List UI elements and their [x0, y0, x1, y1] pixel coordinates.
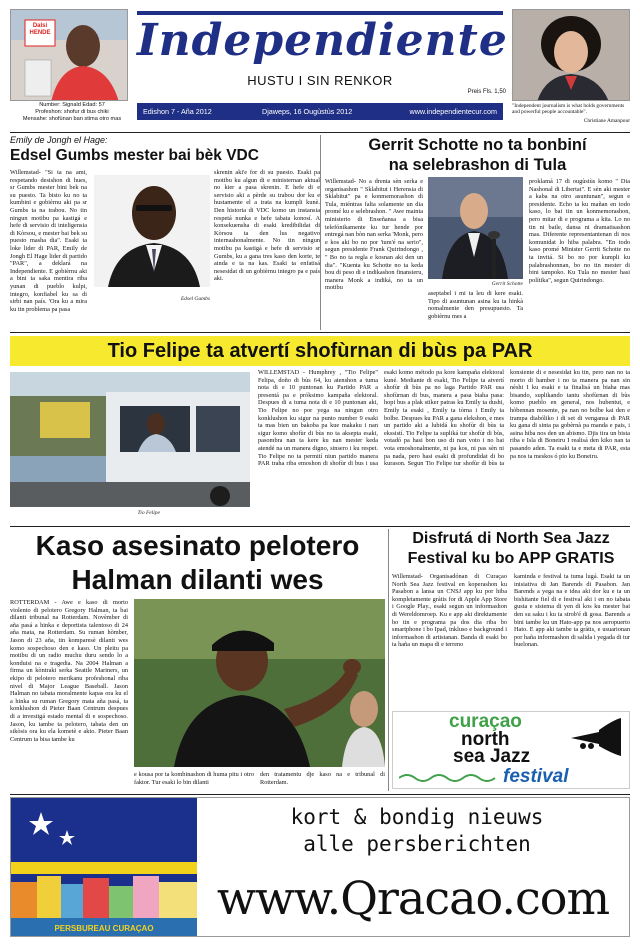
amanpour-photo — [512, 9, 630, 101]
article1-kicker: Emily de Jongh el Hage: — [10, 135, 108, 145]
article-tio-felipe — [10, 369, 630, 524]
driver-info — [12, 102, 132, 123]
ad-line1: kort & bondig nieuws — [290, 805, 544, 829]
divider-mid1 — [10, 332, 630, 333]
tio-felipe-bus-image — [10, 372, 250, 507]
article4-col3-bottom: den tratamentu dje kaso na e tribunal di Rotterdam. — [260, 771, 385, 786]
driver-profession: Profeshon: shofur di bus chiki — [35, 109, 109, 115]
jazz-logo-line4: festival — [503, 766, 569, 787]
article4-headline-line1: Kaso asesinato pelotero — [35, 530, 360, 561]
article2-headline-line1: Gerrit Schotte no ta bonbiní — [368, 136, 587, 154]
persbureau-label: PERSBUREAU CURAÇAO — [54, 924, 154, 933]
driver-message: Mensahe: shofùnan ban stima otro mas — [22, 116, 122, 122]
masthead-title: Independiente — [137, 15, 508, 66]
gerrit-schotte-portrait-image — [428, 177, 523, 279]
article4-col1: ROTTERDAM - Awe e kaso di morto violento di pelotero Gregory Halman, ta bai dilanti tribunal na Rotterdam. Novèmber di aña pasá a hinka e deportista talentoso di 24 aña mata, na Rotterdam. Su ruman hòmber, Jason di 23 aña, tin komparesè dilanti wes komo sospechoso den e kaso. Un pleitu pa motibu di un radio muchu duru sendo lo a konduisi na e tragedia. Na 2004 Halman a firma un kòntraki serka Seattle Mariners, un ekipo di pelotero merikanu profeshonal riba nivel di Major League Baseball. Jason Halman no tabata moralmente kapas ora ku el a hinka su ruman Gregory mata aña pasá, ta konklushon di Pieter Baan Centrum despues di a investigá estado mental di e sospechoso. Jason, ku tambe ta pelotero, tabata den un sikòsis ora ku ela kometè e akto. Pieter Baan Centrum ta bisa tambe ku — [10, 599, 128, 743]
trumpet-icon — [569, 716, 623, 758]
article1-col1: Willemstad- "Si ta na ami, respetando desishon di hues, sr Gumbs mester bini bek na su puesto. Ta bisto ku no ta kumbini e gobièrnu aki pa sr Gumbs ta na trabou. No tin ningun motibu pa kastigá e hefe di servisio di inteligensia di Kòrsou, e mester bai bek su puesto masha dia". Esaki ta loke lider di PAR, Emily de Jongh El Hage lider di partido "PAR", a deklará na Independiente. E gobièrnu aki a bini ta saka mentira riba yunan di pueblo kulpi, integro, konfiabel ku sa di sirbi nan país. 'Ora ku a mira ku tin problema pa pasa — [10, 169, 87, 313]
halman-photo — [134, 599, 385, 767]
article1-col2: skrenin aki'e for di su puesto. Esaki pa motibu ku algun di e ministernan aktual no kier a pasa skrenin. E hefe di e servisio aki a pèrde su trabou dor ku e hustamente el a trata na kumpli kunè. Den historia di VDC komo un instansia respetá nunka e hefe tabata konosí. A konsekuensha di esaki kredibilidat di Kòrsou ta den lus negativo internashonalmente. No tin ningun motibu pa kastigá e hefe di servisio sr Gumbs, ku a gana tres kaso den korte, te ainda e ta na kas. Esaki ta enfatisá nesesidat di un gobièrnu integro pa e país aki. — [214, 169, 320, 283]
article-north-sea-jazz — [392, 529, 630, 791]
jazz-logo-line3: sea Jazz — [453, 746, 531, 767]
article4-col2-bottom: e kousa por ta kombinashon di huma pitu i otro faktor. Tur esaki lo bin dilanti — [134, 771, 254, 786]
edsel-gumbs-portrait-image — [94, 175, 210, 287]
article5-headline-line2: Festival ku bo APP GRATIS — [407, 550, 615, 567]
article5-col1: Willemstad- Organisadónan di Curaçao North Sea Jazz festival en koperashon ku Pasabon a lansa un CNSJ app ku por hiba kompletamente grátis for di Apple App Store i Google Play., esaki segun un informashon di Wereldomroep. Ku e app aki direktamente bo tin e programa pa dos dia riba bo smartphone i bo Ipad, inkluso e background i informashon di artistanan. Banda di esaki bo ta haña un mapa di e terreno — [392, 573, 507, 649]
article2-col2-bottom: aseptabel i mi ta leu di kere esaki. Tipo di asuntunan asina ku ta hinkà nomalmente den presupuesto. Ta gobièrnu mes a — [428, 290, 523, 320]
driver-number: Number: Signald Edad: 57 — [39, 102, 105, 108]
article2-col3: proklamá 17 di ougùstùs komo " Dia Nashonal di Libertat". E sèn aki mester a kaba na otro asuntunan", segun e presidente. Echo ta ku mañan en todo kaso, lo bai tin un konmemorashon, pero mitar di e programa a kita. Lo no tin ni baile, dansa ni dramatisashon mas. Diferente representantenan di nos komunidat lo hiba palabra. "En todo kaso promé Minister Gerrit Schotte no ta invitá. Si bo no por kumpli ku palabrashonnan, bo no tin mester di bini tampoko. Ku Tula no mester hasi polítika", segun Quirindongo. — [529, 178, 630, 284]
quote-author: Christiane Amanpour — [583, 118, 630, 124]
driver-logo: Dalsi HENDE — [29, 23, 51, 36]
website-link[interactable]: www.independientecur.com — [409, 107, 497, 116]
divider-col-a — [320, 135, 321, 330]
ad-url[interactable]: www.Qracao.com — [216, 871, 610, 925]
article-halman — [10, 529, 385, 791]
edsel-gumbs-photo — [94, 175, 210, 287]
article3-caption: Tio Felipe — [137, 510, 160, 516]
masthead — [0, 0, 640, 130]
article4-headline-line2: Halman dilanti wes — [71, 564, 324, 595]
article3-headline-banner — [10, 336, 630, 366]
masthead-info-bar — [137, 103, 503, 120]
quote-text: "Independent journalism is what holds governments and powerful people accountable". — [512, 103, 625, 116]
article2-headline-line2: na selebrashon di Tula — [388, 156, 567, 174]
divider-col-b — [388, 529, 389, 791]
article5-headline-line1: Disfrutá di North Sea Jazz — [412, 530, 610, 547]
ad-line2: alle persberichten — [303, 832, 531, 856]
divider-bottom — [10, 794, 630, 795]
gerrit-schotte-photo — [428, 177, 523, 279]
jazz-wave-icon — [399, 772, 499, 784]
article1-headline: Edsel Gumbs mester bai bèk VDC — [10, 147, 259, 164]
qracao-ad[interactable] — [10, 797, 630, 937]
driver-photo — [10, 9, 128, 101]
divider-top — [10, 132, 630, 133]
article3-headline: Tio Felipe ta atvertí shofùrnan di bùs pa PAR — [107, 340, 533, 362]
article1-caption: Edsel Gumbs — [180, 296, 210, 302]
article5-col2: kaminda e festival ta tuma lugá. Esaki ta un inisiativa di Jan Barends di Pasabon. Jan Barends a yega na e idea aki dor ku e ta un bishitante fiel di e festival aki i en no tabata gusta e sistema di yen di kos ku mester bai den su saku i ku ta strob'é di gosa. Barends a bini tambe ku un Hato-app pa nos aeropuerto Hato. E app aki tambe ta grátis, e usuarionan por haña informashon di salida i yegada di tur buelonan. — [514, 573, 630, 649]
masthead-price: Preis Fls. 1,50 — [467, 89, 506, 95]
jazz-logo-line2: north — [461, 729, 510, 750]
article-edsel-gumbs — [10, 135, 320, 330]
masthead-tagline: HUSTU I SIN RENKOR — [247, 73, 393, 88]
amanpour-portrait-image — [513, 10, 630, 101]
edition-label: Edishon 7 - Aña 2012 — [143, 107, 212, 116]
article2-caption: Gerrit Schotte — [491, 281, 523, 287]
north-sea-jazz-logo — [392, 711, 630, 789]
halman-baseball-player-image — [134, 599, 385, 767]
jazz-logo-line1: curaçao — [449, 711, 522, 732]
divider-mid2 — [10, 526, 630, 527]
article3-text: WILLEMSTAD - Humphrey , "Tio Felipe" Felipa, doño di bùs 64, ku atenshon a tuma nota di e 10 puntonan ku Partido PAR a presentá pa e próksimo kampaña elektoral. Despues di a tuma nota di e 10 puntonan aki, Tio Felipe no por yega na ningun otro konklushon ku sigur na punto number 9 esaki ta mas bien un bakoba pa kue makaku i nan sigur komo shofùr di bùs no ta aksepta esaki, pasombra nan ta kere ku nan mester keda atendé na un manera digno, sinsero i ku respet. Tio Felipe no ta permití niun partido manera PAR traha riba emoshon di shofùr di bus i usa esaki komo método pa kore kampaña elektoral kuné. Mediante di esaki, Tio Felipe ta atvertí shofùr di bùs pa no laga Partido PAR usa shofùrnan di bus, manera a pasa biaha pasa: hopi bus a plak stiker patras ku Emily ta dushi, Emily ta esaki , Emily ta tòrna i Emily ta bolbe. Despues ku PAR a gana elekshon, e mes un partido aki a lubidá ku shofùr di bùs ta ekssistí. Tio Felipe ta supliká tur shofùr di bùs, votadó pa hasi bon uso di nan voto i no bai vota emoshonalmente, ni pa kos, ni pas sèn ni pa nada, pero hasi esaki di profundidat di bo kurason. Segun Tio Felipe tur shofùr di bùs ta konsiente di e nesesidat ku tin, pero nan no ta morto di hamber i no ta manera pa nan sin nèshi I ku esaki e ta finalisá un biaha mas bisando, suplikando tantu shofùrnan di bùs komo pueblo en general, nos hubentut, e hòbennan mosente, pa nan no bolbe kai den e trampa diabóliko i di set di vengansa di PAR ku gana di sinta pa gobèrnà pa manda e pais, i asina hiba nos den un abismo. Djis tira un bista riba e Isla di Boneiru I realisá den kiko nan ta pasando aden. Ta esaki ta e meta di PAR, esta pa nos ta meskos ó pio ku Boneiru. — [258, 369, 630, 468]
curacao-flag-houses-image — [11, 798, 197, 936]
date-label: Djaweps, 16 Ougùstùs 2012 — [262, 107, 353, 116]
tio-felipe-photo — [10, 372, 250, 507]
article-gerrit-schotte — [325, 135, 630, 330]
article2-col1: Willemstad- No a drenta sèn serka e organisashon " Sklabitut i Herensia di Sklabitut" pa e konmemorashon di Tula, miéntras falta solamente un dia promé ku e selebrashon. " Awe mainta ministerio di Enseñansa a bisa telefónikamente ku tur hende por entregá nan bòn nan serka 'Monk, pero e kos aki bo no por 'tum'é na serio", segun presidente Frank Quirindongo , " Bo no ta regla e kosnan aki den un dia". "Kuenta ku Schotte no ta keda bou di peso di e indikashon finansieru, manera Monk a indiká, no ta un motibu — [325, 178, 423, 292]
